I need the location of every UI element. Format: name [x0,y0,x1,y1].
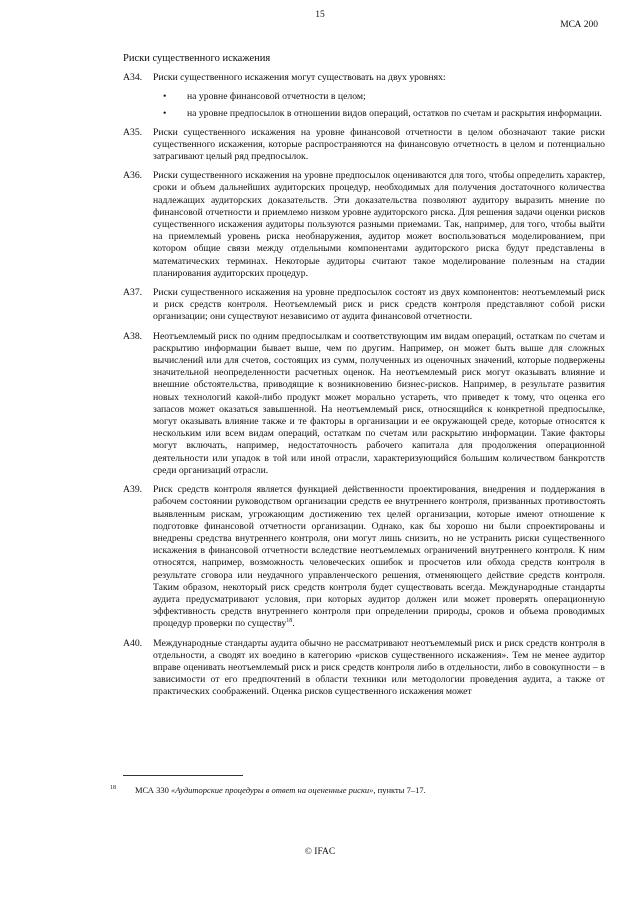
paragraph-text: Риски существенного искажения могут существовать на двух уровнях: [153,72,446,83]
copyright-notice: © IFAC [304,847,336,857]
paragraph-a37 [123,287,605,324]
paragraph-text: Риски существенного искажения на уровне предпосылок оцениваются для того, чтобы определить характер, сроки и объем дальнейших аудиторских процедур, необходимых для получения достаточного количества надлежащих аудиторских доказательств. Эти доказательства позволяют аудитору выразить мнение по финансовой отчетности и приемлемо низком уровне аудиторского риска. Для решения задачи оценки рисков существенного искажения аудиторы пользуются разными приемами. Так, например, для того, чтобы выйти на приемлемый уровень риска необнаружения, аудитор может воспользоваться моделированием, при котором общие связи между отдельными компонентами аудиторского риска будут представлены в математических терминах. Некоторые аудиторы считают такое моделирование полезным на стадии планирования аудиторских процедур. [153,170,605,279]
bullet-list [153,91,605,120]
page-number: 15 [315,10,325,20]
paragraph-a36 [123,170,605,280]
paragraph-number: A34. [123,72,143,83]
paragraph-number: A36. [123,170,143,182]
paragraph-text: Риски существенного искажения на уровне предпосылок состоят из двух компонентов: неотъемлемый риск и риск средств контроля. Неотъемлемый риск и риск средств контроля представляют собой риски организации; они существуют независимо от аудита финансовой отчетности. [153,287,605,323]
document-reference: МСА 200 [560,20,598,30]
paragraph-a35 [123,127,605,164]
paragraph-number: A35. [123,126,143,138]
footnote-suffix: , пункты 7–17. [373,785,426,795]
bullet-icon: • [163,91,167,103]
paragraph-number: A39. [123,484,143,496]
paragraph-number: A37. [123,287,143,299]
section-heading: Риски существенного искажения [123,53,271,64]
paragraph-number: A40. [123,637,143,649]
paragraph-a39 [123,484,605,630]
paragraph-text: Неотъемлемый риск по одним предпосылкам и соответствующим им видам операций, остаткам по счетам и раскрытию информации бывает выше, чем по другим. Например, он может быть выше для сложных вычислений или для счетов, состоящих из сумм, полученных из оценочных значений, которые подвержены значительной неопределенности расчетных оценок. На неотъемлемый риск могут оказывать влияние и внешние обстоятельства, приводящие к возникновению бизнес-рисков. Например, в результате развития новых технологий какой-либо продукт может морально устареть, что приведет к тому, что оценка его запасов может оказаться завышенной. На неотъемлемый риск, относящийся к конкретной предпосылке, могут оказывать влияние также и те факторы в организации и ее окружающей среде, которые относятся к нескольким или всем видам операций, остаткам по счетам или раскрытию информации. Такие факторы могут включать, например, недостаточность рабочего капитала для продолжения операционной деятельности или упадок в той или иной отрасли, характеризующийся большим количеством банкротств среди организаций отрасли. [153,330,605,476]
footnote-prefix: МСА 330 [135,785,171,795]
footnote [110,785,610,795]
paragraph-number: A38. [123,330,143,342]
footnote-reference: 18 [286,618,293,625]
paragraph-a38 [123,331,605,477]
bullet-icon: • [163,108,167,120]
paragraph-text: Международные стандарты аудита обычно не рассматривают неотъемлемый риск и риск средств контроля в отдельности, а сводят их воедино в категорию «рисков существенного искажения». Тем не менее аудитор вправе оценивать неотъемлемый риск и риск средств контроля либо в отдельности, либо в совокупности – в зависимости от его предпочтений в области техники или методологии проведения аудита, а также от практических соображений. Оценка рисков существенного искажения может [153,637,605,698]
list-item: • на уровне финансовой отчетности в целом; [153,91,605,103]
paragraph-text: Риски существенного искажения на уровне финансовой отчетности в целом обозначают такие риски существенного искажения, которые распространяются на финансовую отчетность в целом и потенциально затрагивают целый ряд предпосылок. [153,126,605,163]
paragraph-a40 [123,638,605,699]
footnote-number: 18 [110,785,116,791]
footnote-divider [123,775,243,776]
paragraph-a34 [123,72,605,84]
footnote-title: «Аудиторские процедуры в ответ на оцененные риски» [170,785,374,795]
paragraph-text-end: . [292,618,295,630]
document-body [123,72,605,706]
list-item: • на уровне предпосылок в отношении видов операций, остатков по счетам и раскрытия информации. [153,108,605,120]
paragraph-text: Риск средств контроля является функцией действенности проектирования, внедрения и поддержания в рабочем состоянии руководством организации средств ее внутреннего контроля, призванных противостоять выявленным рискам, угрожающим достижению тех целей организации, которые имеют отношение к подготовке финансовой отчетности организации. Однако, как бы хорошо ни были спроектированы и внедрены средства внутреннего контроля, они могут лишь снизить, но не устранить риски существенного искажения в финансовой отчетности вследствие неотъемлемых ограничений внутреннего контроля. К ним относятся, например, возможность человеческих ошибок и просчетов или обхода средств контроля в результате сговора или неудачного управленческого решения, отменяющего действие средств контроля. Таким образом, некоторый риск средств контроля будет существовать всегда. Международные стандарты аудита предусматривают условия, при которых аудитор должен или может проверять операционную эффективность средств внутреннего контроля при определении природы, сроков и объема проводимых процедур проверки по существу [153,484,605,630]
